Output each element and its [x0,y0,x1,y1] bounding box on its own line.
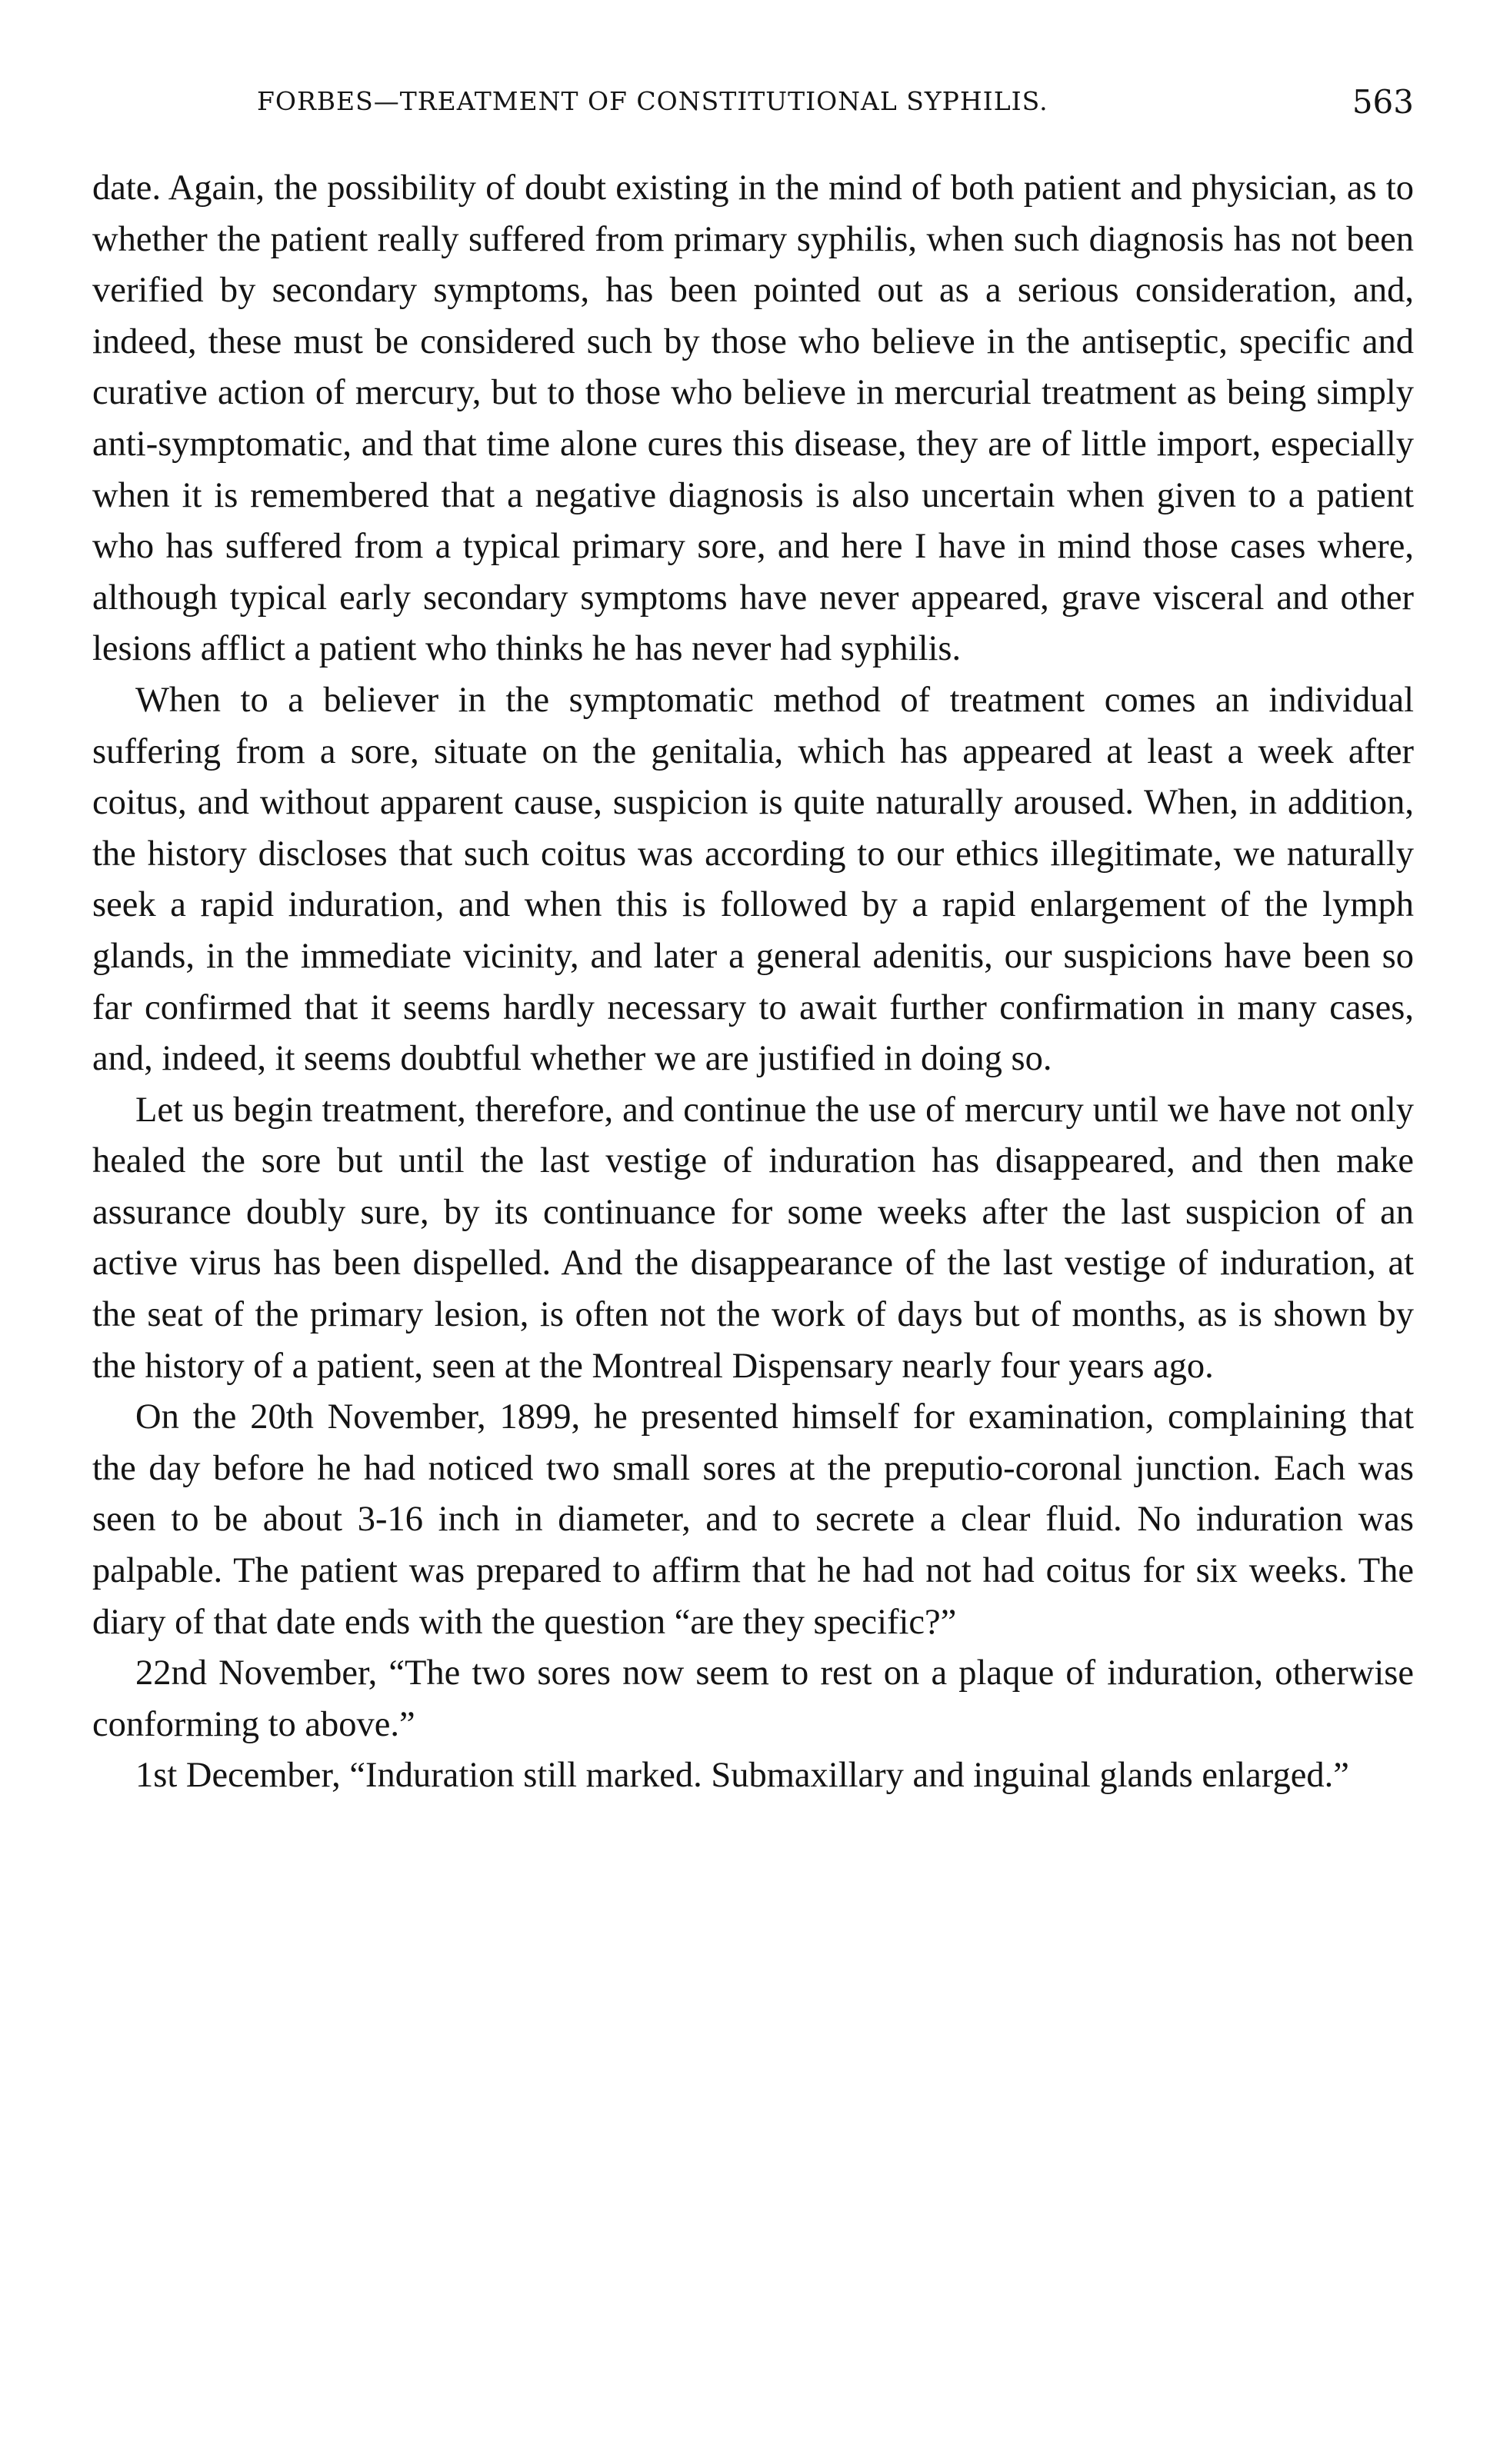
paragraph-6: 1st December, “Induration still marked. Submaxillary and inguinal glands enlarged.” [135,1756,1349,1796]
page-number: 563 [1352,83,1414,121]
paragraph-1: date. Again, the possibility of doubt existing in the mind of both patient and physician, as to whether the patient really suffered from primary syphilis, when such diagnosis has not been verified by secondary symptoms, has been pointed out as a serious consideration, and, indeed, these must be considered such by those who believe in the antiseptic, specific and curative action of mercury, but to those who believe in mercurial treatment as being simply anti-symptomatic, and that time alone cures this disease, they are of little import, especially when it is remembered that a negative diagnosis is also uncertain when given to a patient who has suffered from a typical primary sore, and here I have in mind those cases where, although typical early secondary symptoms have never appeared, grave visceral and other lesions afflict a patient who thinks he has never had syphilis. [92,168,1414,669]
running-head [92,83,1415,132]
article-body [92,163,1414,1802]
paragraph-5: 22nd November, “The two sores now seem to rest on a plaque of induration, otherwise conforming to above.” [92,1653,1414,1744]
paragraph-3: Let us begin treatment, therefore, and continue the use of mercury until we have not only healed the sore but until the last vestige of induration has disappeared, and then make assurance doubly sure, by its continuance for some weeks after the last suspicion of an active virus has been dispelled. And the disappearance of the last vestige of induration, at the seat of the primary lesion, is often not the work of days but of months, as is shown by the history of a patient, seen at the Montreal Dispensary nearly four years ago. [92,1090,1414,1386]
paragraph-2: When to a believer in the symptomatic method of treatment comes an individual suffering from a sore, situate on the genitalia, which has appeared at least a week after coitus, and without apparent cause, suspicion is quite naturally aroused. When, in addition, the history discloses that such coitus was according to our ethics illegitimate, we naturally seek a rapid induration, and when this is followed by a rapid enlargement of the lymph glands, in the immediate vicinity, and later a general adenitis, our suspicions have been so far confirmed that it seems hardly necessary to await further confirmation in many cases, and, indeed, it seems doubtful whether we are justified in doing so. [92,680,1414,1079]
paragraph-4: On the 20th November, 1899, he presented himself for examination, complaining that the day before he had noticed two small sores at the preputio-coronal junction. Each was seen to be about 3-16 inch in diameter, and to secrete a clear fluid. No induration was palpable. The patient was prepared to affirm that he had not had coitus for six weeks. The diary of that date ends with the question “are they specific?” [92,1397,1414,1642]
running-title: FORBES—TREATMENT OF CONSTITUTIONAL SYPHILIS. [257,86,1048,116]
